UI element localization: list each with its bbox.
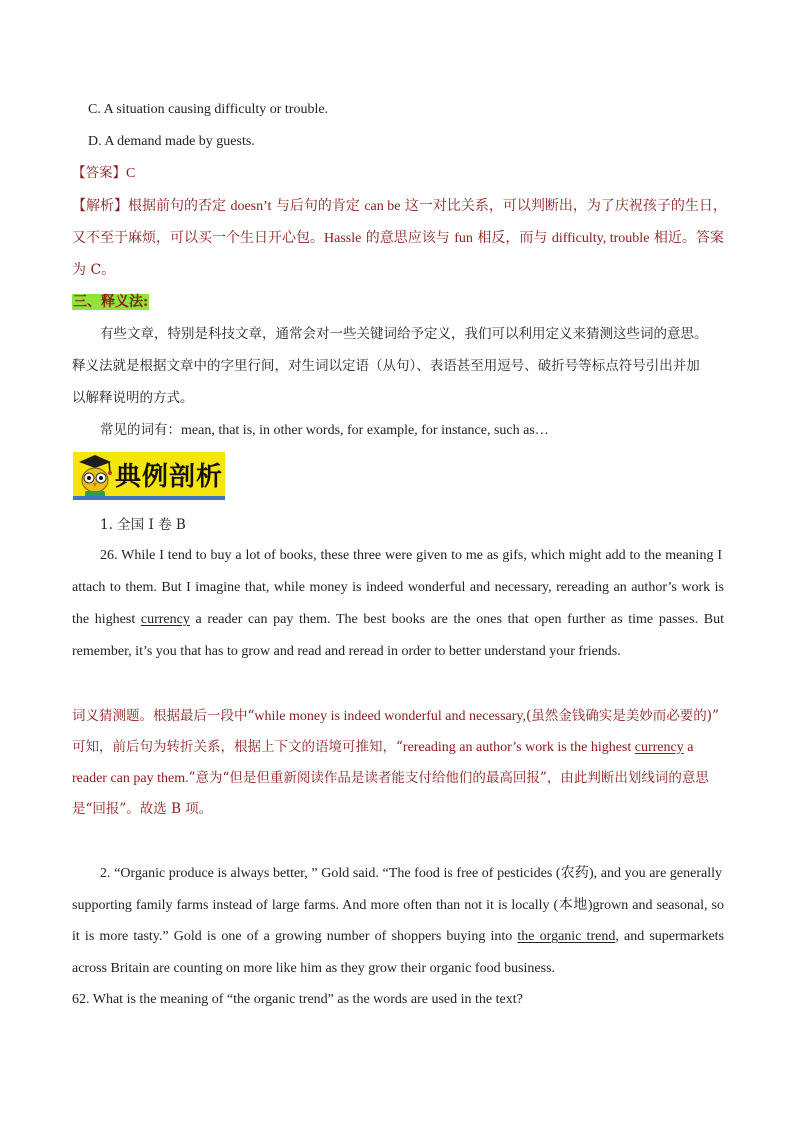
common-words-label: 常见的词有： bbox=[100, 422, 181, 438]
option-c: C. A situation causing difficulty or trouble. bbox=[88, 102, 329, 117]
example2-line-3 bbox=[72, 927, 724, 947]
section-heading-text: 三、释义法: bbox=[73, 294, 149, 310]
analysis-text: ”意为“但是但重新阅读作品是读者能支付给他们的最高回报”，由此判断出划线词的意思 bbox=[188, 770, 709, 786]
analysis-text: 词义猜测题。根据最后一段中“ bbox=[72, 708, 255, 724]
example1-analysis-line-1 bbox=[72, 706, 719, 727]
analysis-text: can be bbox=[364, 199, 401, 214]
analysis-text: doesn’t bbox=[230, 199, 272, 214]
option-d: D. A demand made by guests. bbox=[88, 134, 255, 149]
analysis-line-2 bbox=[72, 228, 724, 249]
answer-value: C bbox=[126, 166, 136, 181]
example2-line-2: supporting family farms instead of large farms. And more often than not it is locally (本地)grown and seasonal, so bbox=[72, 898, 724, 913]
example2-line-4: across Britain are counting on more like him as they grow their organic food business. bbox=[72, 961, 556, 976]
section-para-line-3: 以解释说明的方式。 bbox=[72, 390, 194, 406]
analysis-line-1 bbox=[72, 196, 727, 217]
answer-label: 【答案】 bbox=[72, 165, 126, 181]
section-para-line-2: 释义法就是根据文章中的字里行间，对生词以定语（从句）、表语甚至用逗号、破折号等标点符号引出并加 bbox=[72, 358, 700, 374]
section-heading bbox=[72, 292, 149, 312]
analysis-text: 可知，前后句为转折关系，根据上下文的语境可推知，“ bbox=[72, 739, 403, 755]
example1-line-1: 26. While I tend to buy a lot of books, these three were given to me as gifs, which might add to the meaning I bbox=[100, 548, 722, 563]
common-words: mean, that is, in other words, for example, for instance, such as… bbox=[181, 423, 549, 438]
analysis-text: (虽然金钱确实是美妙而必要的)” bbox=[526, 708, 719, 724]
analysis-text: 相反，而与 bbox=[472, 230, 552, 246]
example1-line-3 bbox=[72, 610, 724, 630]
example1-analysis-line-4: 是“回报”。故选 B 项。 bbox=[72, 801, 213, 817]
example1-source: 1. 全国 I 卷 B bbox=[100, 517, 186, 533]
underlined-phrase: the organic trend bbox=[517, 929, 616, 944]
analysis-text: 根据前句的否定 bbox=[128, 198, 231, 214]
analysis-text: a bbox=[683, 740, 694, 755]
underlined-word: currency bbox=[634, 740, 684, 755]
example1-text: the highest bbox=[72, 612, 141, 627]
example1-line-2: attach to them. But I imagine that, while money is indeed wonderful and necessary, rereading an author’s work is bbox=[72, 580, 724, 595]
analysis-text: 又不至于麻烦，可以买一个生日开心包。 bbox=[72, 230, 324, 246]
example2-text: , and supermarkets bbox=[615, 929, 724, 944]
analysis-line-3: 为 C。 bbox=[72, 262, 116, 278]
analysis-text: 这一对比关系，可以判断出，为了庆祝孩子的生日， bbox=[400, 198, 727, 214]
analysis-text: 的意思应该与 bbox=[361, 230, 455, 246]
analysis-text: rereading an author’s work is the highest bbox=[402, 740, 635, 755]
example-banner bbox=[73, 452, 225, 500]
section-para-line-1: 有些文章，特别是科技文章，通常会对一些关键词给予定义，我们可以利用定义来猜测这些词的意思。 bbox=[100, 326, 708, 342]
analysis-text: reader can pay them. bbox=[72, 771, 189, 786]
analysis-text: while money is indeed wonderful and necessary, bbox=[254, 709, 527, 724]
example2-text: it is more tasty.” Gold is one of a growing number of shoppers buying into bbox=[72, 929, 518, 944]
underlined-word: currency bbox=[140, 612, 190, 627]
analysis-text: fun bbox=[454, 231, 473, 246]
example1-text: a reader can pay them. The best books are the ones that open further as time passes. But bbox=[189, 612, 724, 627]
analysis-label: 【解析】 bbox=[72, 198, 128, 214]
example1-analysis-line-3 bbox=[72, 768, 709, 789]
owl-scholar-icon bbox=[75, 453, 115, 499]
analysis-text: 与后句的肯定 bbox=[271, 198, 365, 214]
example2-line-1: 2. “Organic produce is always better, ” Gold said. “The food is free of pesticides (农药), and you are generally bbox=[100, 866, 722, 881]
answer-line bbox=[72, 163, 135, 184]
banner-title: 典例剖析 bbox=[115, 462, 224, 492]
example1-line-4: remember, it’s you that has to grow and read and reread in order to better understand your friends. bbox=[72, 644, 621, 659]
analysis-text: difficulty, trouble bbox=[551, 231, 650, 246]
analysis-text: Hassle bbox=[324, 231, 362, 246]
banner-underline bbox=[73, 496, 225, 500]
analysis-text: 相近。答案 bbox=[649, 230, 724, 246]
example2-question: 62. What is the meaning of “the organic trend” as the words are used in the text? bbox=[72, 992, 523, 1007]
example1-analysis-line-2 bbox=[72, 737, 693, 758]
common-words-line bbox=[100, 420, 549, 441]
